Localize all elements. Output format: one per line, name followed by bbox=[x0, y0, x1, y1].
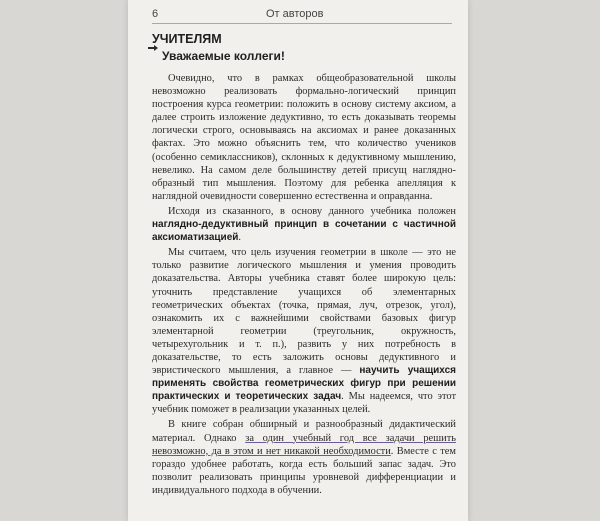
paragraph: Очевидно, что в рамках общеобразовательной школы невозможно реализовать формально-логический принцип построения курса геометрии: положить в основу систему аксиом, а далее строить изложение дедуктивно, то есть доказывать теоремы логически строго, основываясь на аксиомах и ранее доказанных фактах. Это можно объяснить тем, что количество учеников (особенно семиклассников), склонных к дедуктивному мышлению, невелико. На самом деле большинству детей присущ наглядно-образный тип мышления. Поэтому для ребенка апелляция к наглядной очевидности совершенно естественна и оправданна. bbox=[152, 73, 456, 202]
paragraph-text: . bbox=[238, 232, 242, 244]
salutation-text: Уважаемые коллеги! bbox=[162, 49, 285, 63]
page-header bbox=[152, 8, 452, 24]
paragraph-text: В книге собран обширный и разнообразный дидактический материал. Однако bbox=[152, 419, 456, 444]
bold-emphasis: наглядно-дедуктивный принцип в сочетании с частичной аксиоматизацией bbox=[152, 219, 456, 244]
paragraph bbox=[152, 418, 456, 497]
book-page bbox=[128, 0, 468, 521]
underlined-text: за один учебный год все задачи решить невозможно, да в этом и нет никакой необходимости bbox=[152, 432, 456, 457]
salutation-heading bbox=[152, 49, 285, 63]
paragraph bbox=[152, 205, 456, 244]
paragraph-text: Исходя из сказанного, в основу данного учебника положен bbox=[168, 205, 456, 217]
page-number: 6 bbox=[152, 8, 159, 20]
section-title: УЧИТЕЛЯМ bbox=[152, 32, 222, 46]
header-divider bbox=[152, 23, 452, 24]
paragraph-text: . Мы надеемся, что этот учебник поможет в реализации указанных целей. bbox=[152, 391, 456, 416]
paragraph-text: Мы считаем, что цель изучения геометрии в школе — это не только развитие логического мышления и умения проводить доказательства. Авторы учебника ставят более широкую цель: уточнить представление учащихся об элементарных геометрических объектах (точка, прямая, луч, отрезок, угол), ознакомить их с важнейшими свойствами базовых фигур элементарной геометрии (треугольник, окружность, четырехугольник и т. п.), развить у них потребность в доказательстве, то есть заложить основы дедуктивного и эвристического мышления, а главное — bbox=[152, 247, 456, 377]
running-title: От авторов bbox=[266, 8, 324, 20]
paragraph bbox=[152, 246, 456, 416]
body-text bbox=[152, 72, 456, 499]
paragraph-text: . Вместе с тем гораздо удобнее работать, когда есть больший запас задач. Это позволит реализовать принципы уровневой дифференциации и индивидуального подхода в обучении. bbox=[152, 445, 456, 496]
bold-emphasis: научить учащихся применять свойства геометрических фигур при решении практических и теоретических задач bbox=[152, 365, 456, 403]
